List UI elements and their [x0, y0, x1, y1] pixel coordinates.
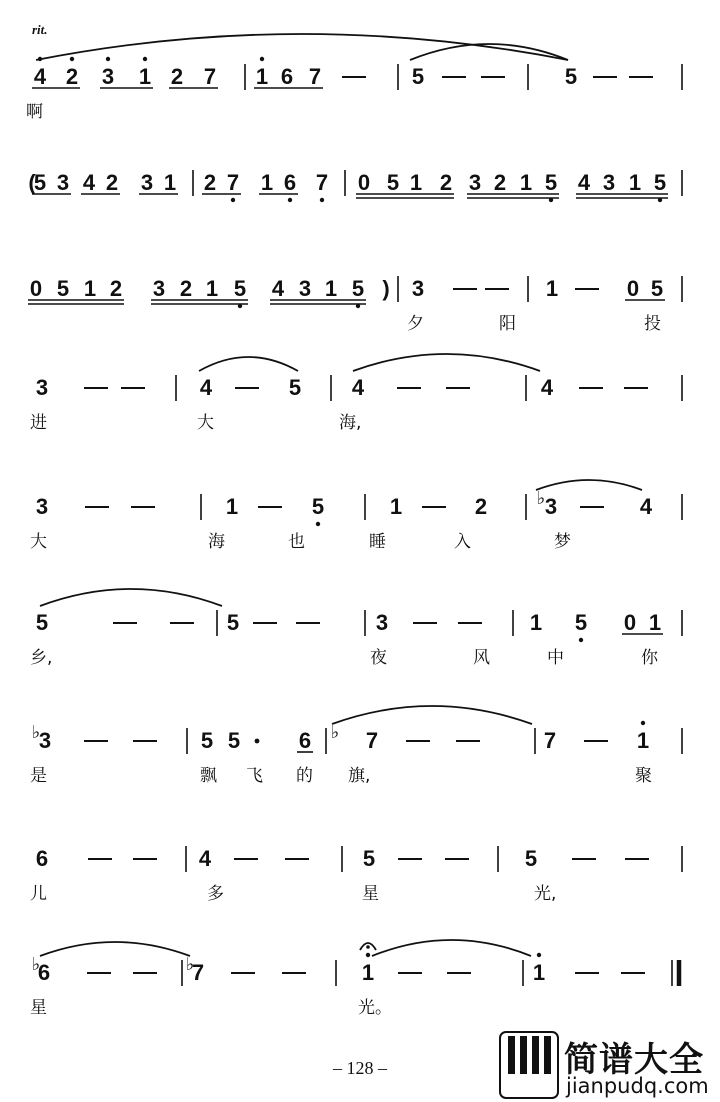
flat-sign: ♭: [31, 954, 41, 974]
lyric-syllable: 中: [547, 648, 564, 668]
lyric-syllable: 阳: [499, 314, 516, 334]
lyric-syllable: 你: [641, 648, 658, 668]
note-digit: 1: [255, 64, 269, 89]
lyric-syllable: 大: [30, 532, 47, 552]
lyric-syllable: 也: [288, 532, 305, 552]
note-digit: 5: [524, 846, 538, 871]
note-digit: 5: [35, 610, 49, 635]
lyric-syllable: 飘: [200, 766, 217, 786]
note-digit: 3: [298, 276, 312, 301]
note-digit: 4: [199, 375, 213, 400]
lyric-syllable: 入: [454, 532, 471, 552]
note-digit: 1: [519, 170, 533, 195]
parenthesis: ): [382, 276, 390, 301]
slur-arc: [372, 940, 531, 956]
lyric-syllable: 投: [644, 314, 661, 334]
slur-arc: [536, 480, 642, 490]
slur-arc: [353, 354, 540, 371]
note-digit: 7: [315, 170, 329, 195]
note-digit: 5: [574, 610, 588, 635]
note-digit: 7: [365, 728, 379, 753]
note-digit: 6: [35, 846, 49, 871]
note-digit: 2: [65, 64, 79, 89]
slur-arc: [199, 357, 298, 371]
lyric-syllable: 飞: [246, 766, 263, 786]
lyric-syllable: 夜: [370, 648, 387, 668]
note-digit: 4: [540, 375, 554, 400]
lyric-syllable: 旗,: [348, 766, 371, 786]
flat-sign: ♭: [536, 488, 546, 508]
note-digit: 3: [152, 276, 166, 301]
lyric-syllable: 星: [30, 998, 47, 1018]
note-digit: 4: [639, 494, 653, 519]
lyric-syllable: 乡,: [30, 648, 53, 668]
lyric-syllable: 儿: [30, 884, 47, 904]
note-digit: 3: [468, 170, 482, 195]
note-digit: 1: [324, 276, 338, 301]
note-digit: 5: [351, 276, 365, 301]
note-digit: 6: [298, 728, 312, 753]
slur-arc: [36, 34, 568, 60]
parenthesis: (: [28, 170, 36, 195]
note-digit: 5: [564, 64, 578, 89]
note-digit: 1: [225, 494, 239, 519]
note-digit: 7: [203, 64, 217, 89]
lyric-syllable: 星: [362, 884, 379, 904]
note-digit: 1: [83, 276, 97, 301]
octave-dot-above: [260, 57, 264, 61]
note-digit: 2: [109, 276, 123, 301]
watermark-logo-text: 简谱大全: [564, 1040, 704, 1080]
note-digit: 4: [33, 64, 47, 89]
slur-arc: [40, 942, 190, 956]
note-digit: 1: [628, 170, 642, 195]
note-digit: 5: [311, 494, 325, 519]
note-digit: 5: [386, 170, 400, 195]
note-digit: 3: [140, 170, 154, 195]
note-digit: 1: [409, 170, 423, 195]
note-digit: 6: [283, 170, 297, 195]
augmentation-dot: [255, 739, 260, 744]
octave-dot-above: [537, 953, 541, 957]
octave-dot-below: [231, 198, 235, 202]
note-digit: 3: [375, 610, 389, 635]
note-digit: 3: [35, 375, 49, 400]
note-digit: 3: [411, 276, 425, 301]
note-digit: 4: [577, 170, 591, 195]
note-digit: 5: [411, 64, 425, 89]
note-digit: 1: [389, 494, 403, 519]
note-digit: 3: [35, 494, 49, 519]
octave-dot-above: [106, 57, 110, 61]
note-digit: 3: [602, 170, 616, 195]
note-digit: 1: [636, 728, 650, 753]
note-digit: 6: [280, 64, 294, 89]
note-digit: 4: [351, 375, 365, 400]
tempo-mark-rit: rit.: [32, 22, 48, 37]
note-digit: 5: [362, 846, 376, 871]
note-digit: 3: [101, 64, 115, 89]
note-digit: 5: [544, 170, 558, 195]
lyric-syllable: 风: [473, 648, 490, 668]
lyric-syllable: 的: [296, 766, 313, 786]
note-digit: 1: [545, 276, 559, 301]
note-digit: 2: [474, 494, 488, 519]
octave-dot-below: [288, 198, 292, 202]
lyric-syllable: 进: [30, 413, 47, 433]
octave-dot-above: [366, 953, 370, 957]
note-digit: 5: [233, 276, 247, 301]
note-digit: 5: [288, 375, 302, 400]
note-digit: 1: [532, 960, 546, 985]
lyric-syllable: 睡: [369, 532, 386, 552]
octave-dot-above: [143, 57, 147, 61]
note-digit: 3: [544, 494, 558, 519]
lyric-syllable: 大: [197, 413, 214, 433]
octave-dot-above: [641, 721, 645, 725]
lyric-syllable: 海: [208, 532, 225, 552]
lyric-syllable: 海,: [339, 413, 362, 433]
note-digit: 5: [653, 170, 667, 195]
lyric-syllable: 啊: [26, 102, 43, 122]
note-digit: 1: [361, 960, 375, 985]
note-digit: 5: [200, 728, 214, 753]
note-digit: 5: [227, 728, 241, 753]
note-digit: 5: [33, 170, 47, 195]
lyric-syllable: 多: [207, 884, 224, 904]
slur-arc: [332, 706, 532, 724]
flat-sign: ♭: [185, 954, 195, 974]
note-digit: 1: [138, 64, 152, 89]
slur-arc: [40, 589, 222, 606]
fermata-dot: [366, 945, 370, 949]
note-digit: 1: [260, 170, 274, 195]
lyric-syllable: 是: [30, 766, 47, 786]
note-digit: 0: [626, 276, 640, 301]
note-digit: 7: [543, 728, 557, 753]
note-digit: 5: [226, 610, 240, 635]
note-digit: 4: [82, 170, 96, 195]
flat-sign: ♭: [31, 722, 41, 742]
note-digit: 6: [37, 960, 51, 985]
note-digit: 5: [56, 276, 70, 301]
note-digit: 2: [439, 170, 453, 195]
note-digit: 1: [529, 610, 543, 635]
note-digit: 1: [163, 170, 177, 195]
note-digit: 0: [357, 170, 371, 195]
note-digit: 3: [56, 170, 70, 195]
flat-sign: ♭: [330, 722, 340, 742]
note-digit: 7: [226, 170, 240, 195]
note-digit: 2: [170, 64, 184, 89]
note-digit: 5: [650, 276, 664, 301]
octave-dot-below: [579, 638, 583, 642]
octave-dot-below: [316, 522, 320, 526]
lyric-syllable: 光,: [534, 884, 557, 904]
lyric-syllable: 梦: [554, 532, 571, 552]
octave-dot-below: [320, 198, 324, 202]
note-digit: 7: [308, 64, 322, 89]
page-number: – 128 –: [333, 1058, 387, 1078]
note-digit: 4: [271, 276, 285, 301]
note-digit: 2: [493, 170, 507, 195]
note-digit: 1: [205, 276, 219, 301]
lyric-syllable: 光。: [358, 998, 392, 1018]
lyric-syllable: 聚: [635, 766, 652, 786]
note-digit: 4: [198, 846, 212, 871]
note-digit: 0: [623, 610, 637, 635]
note-digit: 2: [105, 170, 119, 195]
note-digit: 7: [191, 960, 205, 985]
lyric-syllable: 夕: [407, 314, 424, 334]
note-digit: 3: [38, 728, 52, 753]
note-digit: 1: [648, 610, 662, 635]
watermark-url: jianpudq.com: [566, 1074, 709, 1098]
note-digit: 2: [203, 170, 217, 195]
octave-dot-above: [70, 57, 74, 61]
note-digit: 0: [29, 276, 43, 301]
note-digit: 2: [179, 276, 193, 301]
